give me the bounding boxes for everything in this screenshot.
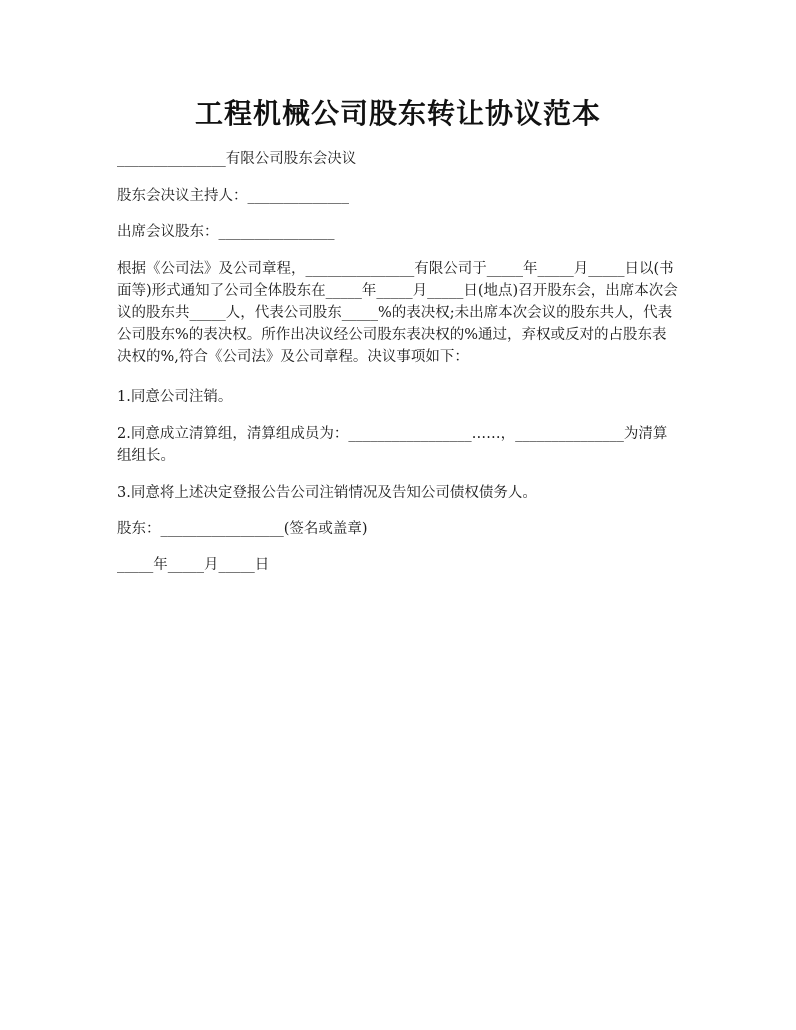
attending-shareholders-line: 出席会议股东：________________ xyxy=(117,224,335,240)
resolution-item-3: 3.同意将上述决定登报公告公司注销情况及告知公司债权债务人。 xyxy=(117,485,537,501)
preamble-paragraph: 根据《公司法》及公司章程，_______________有限公司于_____年_____月_____日以(书面等)形式通知了公司全体股东在_____年_____月_____日(地点)召开股东会，出席本次会议的股东共_____人，代表公司股东_____%的表决权;未出席本次会议的股东共人，代表公司股东%的表决权。所作出决议经公司股东表决权的%通过，弃权或反对的占股东表决权的%,符合《公司法》及公司章程。决议事项如下： xyxy=(117,261,678,365)
shareholder-signature-line: 股东：_________________(签名或盖章) xyxy=(117,521,368,537)
resolution-item-1: 1.同意公司注销。 xyxy=(117,389,233,405)
resolution-heading: _______________有限公司股东会决议 xyxy=(117,151,357,167)
resolution-item-2: 2.同意成立清算组，清算组成员为：_________________……，_______________为清算组组长。 xyxy=(117,426,668,464)
date-line: _____年_____月_____日 xyxy=(117,557,270,573)
meeting-host-line: 股东会决议主持人：______________ xyxy=(117,188,349,204)
document-title: 工程机械公司股东转让协议范本 xyxy=(194,97,601,130)
